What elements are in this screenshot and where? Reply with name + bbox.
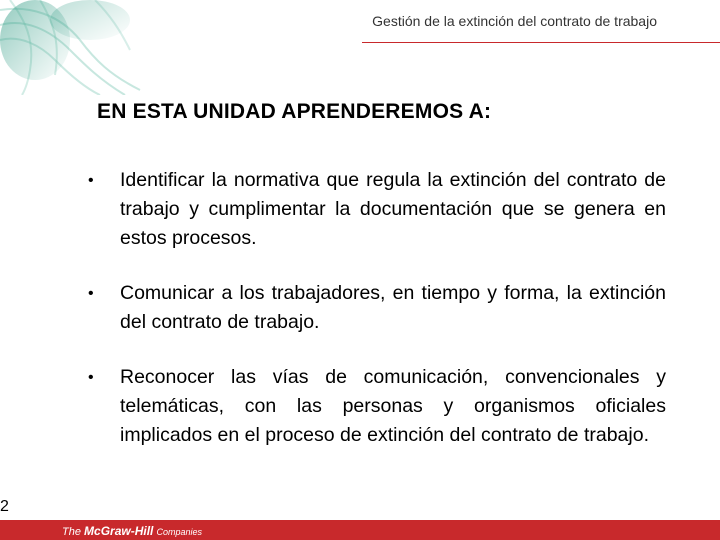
logo-prefix: The [62, 526, 81, 538]
list-item [88, 279, 666, 337]
bullet-icon: • [88, 172, 94, 189]
logo-suffix: Companies [156, 527, 202, 537]
list-item-text: Reconocer las vías de comunicación, convencionales y telemáticas, con las personas y organismos oficiales implicados en el proceso de extinción del contrato de trabajo. [120, 366, 666, 446]
swirl-decoration [0, 0, 150, 95]
list-item [88, 166, 666, 253]
list-item-text: Identificar la normativa que regula la extinción del contrato de trabajo y cumplimentar la documentación que se genera en estos procesos. [120, 169, 666, 249]
bullet-icon: • [88, 285, 94, 302]
list-item-text: Comunicar a los trabajadores, en tiempo y forma, la extinción del contrato de trabajo. [120, 282, 666, 333]
footer-bar [0, 520, 720, 540]
logo-brand: McGraw-Hill [84, 524, 154, 538]
slide-heading: EN ESTA UNIDAD APRENDEREMOS A: [97, 100, 492, 123]
publisher-logo [62, 524, 202, 538]
bullet-icon: • [88, 369, 94, 386]
list-item [88, 363, 666, 450]
page-number: 2 [0, 498, 9, 515]
header-title: Gestión de la extinción del contrato de trabajo [372, 13, 657, 29]
objectives-list [88, 166, 666, 476]
header-divider [362, 42, 720, 43]
